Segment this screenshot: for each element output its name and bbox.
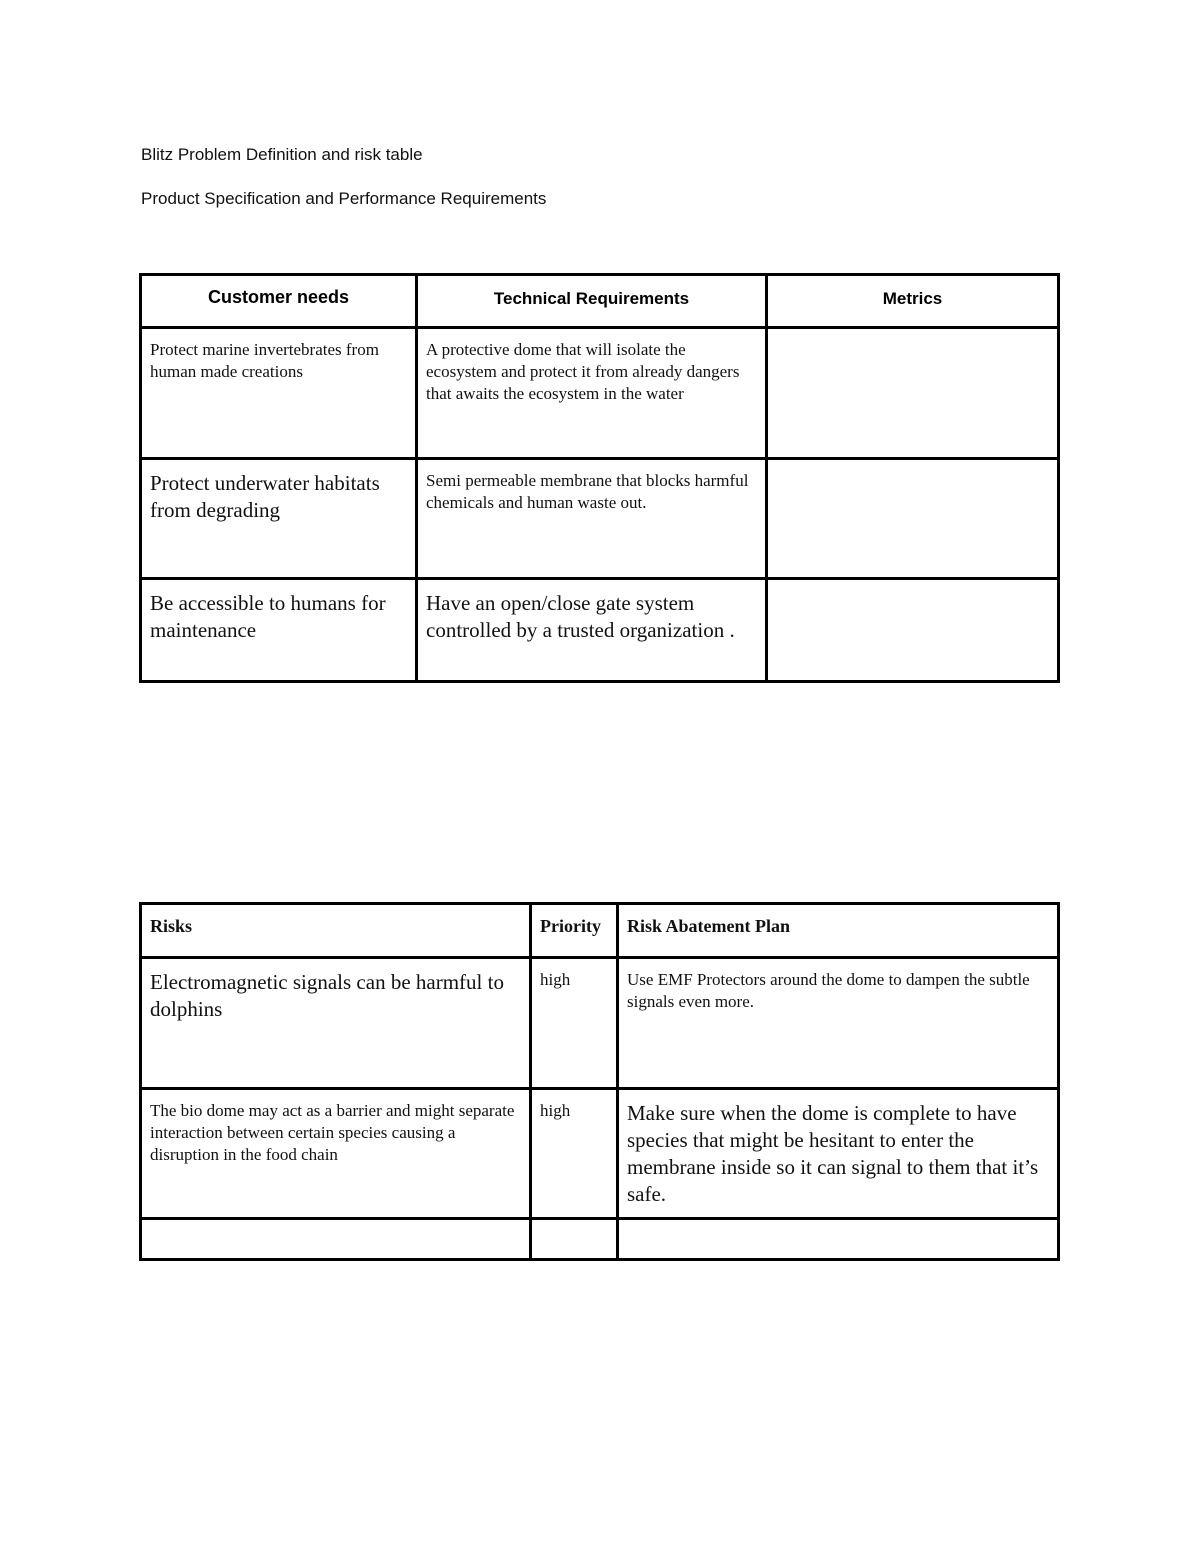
table-header-row bbox=[141, 904, 1059, 958]
table-cell bbox=[531, 1089, 618, 1219]
abatement-plan-text: Use EMF Protectors around the dome to dampen the subtle signals even more. bbox=[627, 970, 1030, 1011]
header-priority: Priority bbox=[540, 916, 601, 936]
customer-need-text: Be accessible to humans for maintenance bbox=[150, 591, 386, 642]
header-cell bbox=[531, 904, 618, 958]
metric-text bbox=[768, 460, 1057, 476]
table-cell bbox=[618, 1089, 1059, 1219]
table-cell bbox=[417, 328, 767, 459]
table-cell bbox=[767, 579, 1059, 682]
table-cell bbox=[141, 1219, 531, 1260]
technical-requirement-text: Semi permeable membrane that blocks harmful chemicals and human waste out. bbox=[426, 471, 749, 512]
risk-text: The bio dome may act as a barrier and might separate interaction between certain species causing a disruption in the food chain bbox=[150, 1101, 515, 1164]
priority-text bbox=[532, 1220, 616, 1236]
header-cell bbox=[767, 275, 1059, 328]
table-cell bbox=[618, 958, 1059, 1089]
customer-need-text: Protect underwater habitats from degrading bbox=[150, 471, 380, 522]
header-cell bbox=[417, 275, 767, 328]
header-cell bbox=[618, 904, 1059, 958]
document-title: Blitz Problem Definition and risk table bbox=[141, 145, 423, 164]
metric-text bbox=[768, 329, 1057, 345]
table-cell bbox=[531, 1219, 618, 1260]
table-row bbox=[141, 958, 1059, 1089]
header-customer-needs: Customer needs bbox=[207, 287, 350, 307]
table-row bbox=[141, 579, 1059, 682]
table-cell bbox=[767, 459, 1059, 579]
table-cell bbox=[141, 1089, 531, 1219]
document-subtitle: Product Specification and Performance Requirements bbox=[141, 189, 547, 208]
table-cell bbox=[531, 958, 618, 1089]
table-cell bbox=[141, 958, 531, 1089]
risk-table bbox=[139, 902, 1060, 1261]
table-cell bbox=[417, 579, 767, 682]
table-cell bbox=[417, 459, 767, 579]
header-cell bbox=[141, 275, 417, 328]
table-cell bbox=[141, 459, 417, 579]
table-row bbox=[141, 328, 1059, 459]
table-cell bbox=[141, 579, 417, 682]
abatement-plan-text: Make sure when the dome is complete to have species that might be hesitant to enter the membrane inside so it can signal to them that it’s safe. bbox=[627, 1101, 1039, 1206]
customer-need-text: Protect marine invertebrates from human made creations bbox=[150, 340, 379, 381]
header-technical-requirements: Technical Requirements bbox=[493, 289, 690, 308]
product-spec-table bbox=[139, 273, 1060, 683]
header-cell bbox=[141, 904, 531, 958]
technical-requirement-text: A protective dome that will isolate the ecosystem and protect it from already dangers that awaits the ecosystem in the water bbox=[426, 340, 740, 403]
metric-text bbox=[768, 580, 1057, 596]
priority-text: high bbox=[540, 1101, 571, 1120]
technical-requirement-text: Have an open/close gate system controlled by a trusted organization . bbox=[426, 591, 735, 642]
table-cell bbox=[141, 328, 417, 459]
table-row bbox=[141, 1089, 1059, 1219]
priority-text: high bbox=[540, 970, 571, 989]
header-metrics: Metrics bbox=[882, 289, 943, 308]
header-risk-abatement-plan: Risk Abatement Plan bbox=[627, 916, 791, 936]
table-header-row bbox=[141, 275, 1059, 328]
table-cell bbox=[618, 1219, 1059, 1260]
table-cell bbox=[767, 328, 1059, 459]
risk-text: Electromagnetic signals can be harmful to dolphins bbox=[150, 970, 504, 1021]
table-row bbox=[141, 1219, 1059, 1260]
abatement-plan-text bbox=[619, 1220, 1057, 1236]
risk-text bbox=[142, 1220, 529, 1236]
header-risks: Risks bbox=[150, 916, 193, 936]
table-row bbox=[141, 459, 1059, 579]
